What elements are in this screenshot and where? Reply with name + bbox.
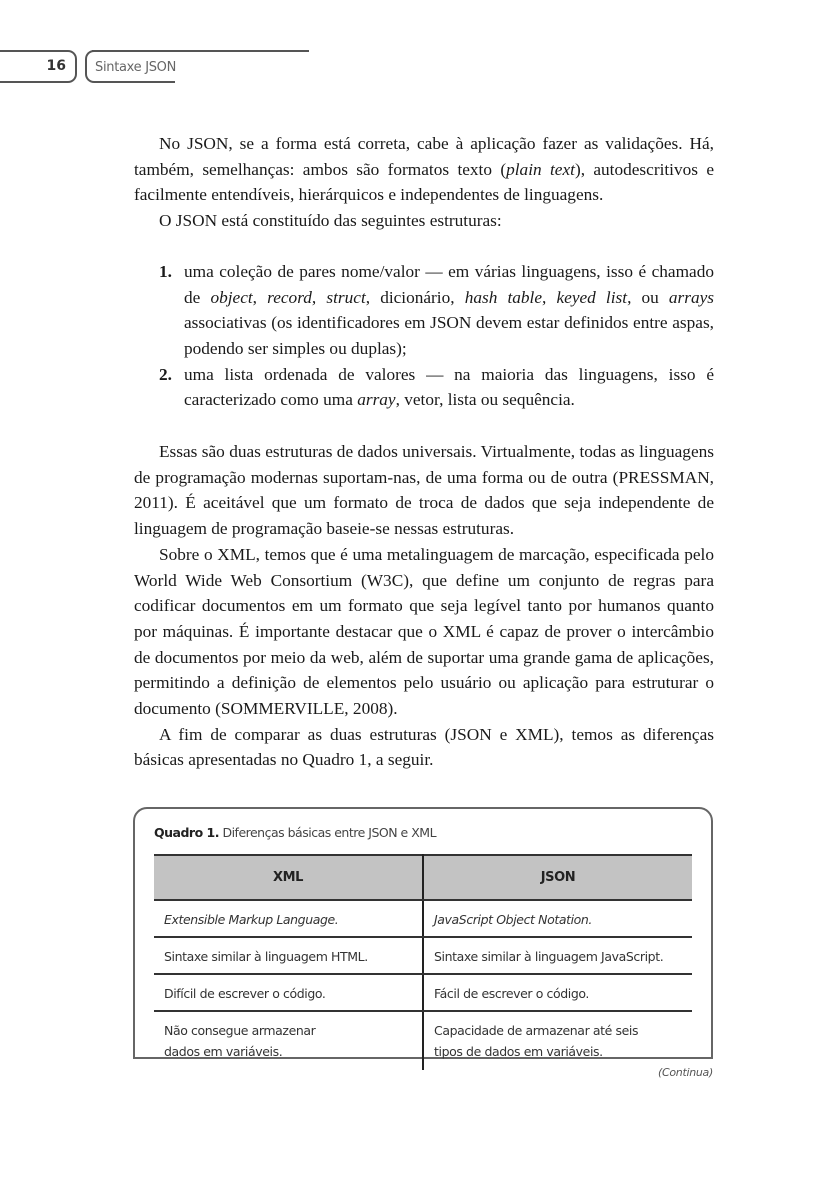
table-row — [154, 1011, 692, 1070]
list-item: 2. uma lista ordenada de valores — na maioria das linguagens, isso é caracterizado como uma array, vetor, lista ou sequência. — [134, 362, 714, 413]
list-item: 1. uma coleção de pares nome/valor — em várias linguagens, isso é chamado de object, record, struct, dicionário, hash table, keyed list, ou arrays associativas (os identificadores em JSON devem estar definidos entre aspas, podendo ser simples ou duplas); — [134, 259, 714, 362]
page-number-tab — [0, 50, 77, 83]
table-header-row — [154, 855, 692, 900]
chapter-title: Sintaxe JSON — [95, 60, 177, 75]
quadro-1-box — [133, 807, 713, 1059]
paragraph-2: O JSON está constituído das seguintes estruturas: — [159, 211, 502, 231]
list-number: 1. — [159, 261, 172, 281]
table-row — [154, 974, 692, 1011]
table-cell: Sintaxe similar à linguagem HTML. — [154, 937, 423, 974]
paragraph-4: Sobre o XML, temos que é uma metalinguagem de marcação, especificada pelo World Wide Web Consortium (W3C), que define um conjunto de regras para codificar documentos em um formato que seja legível tanto por humanos quanto por máquinas. É importante destacar que o XML é capaz de prover o intercâmbio de documentos por meio da web, além de suportar uma grande gama de aplicações, permitindo a definição de elementos pelo usuário ou aplicação para estruturar o documento (SOMMERVILLE, 2008). — [134, 544, 714, 719]
comparison-table — [154, 854, 692, 1070]
emphasis: plain text — [506, 159, 575, 179]
quadro-caption: Quadro 1. Diferenças básicas entre JSON e XML — [154, 825, 437, 840]
list-number: 2. — [159, 364, 172, 384]
table-cell: Não consegue armazenar dados em variáveis. — [154, 1011, 423, 1070]
table-row — [154, 937, 692, 974]
table-cell: JavaScript Object Notation. — [423, 900, 692, 937]
table-cell: Capacidade de armazenar até seis tipos de dados em variáveis. — [434, 1023, 639, 1059]
table-cell: Difícil de escrever o código. — [154, 974, 423, 1011]
table-row — [154, 900, 692, 937]
table-cell: Fácil de escrever o código. — [423, 974, 692, 1011]
paragraph-1: No JSON, se a forma está correta, cabe à aplicação fazer as validações. Há, também, semelhanças: ambos são formatos texto (plain text), autodescritivos e facilmente entendíveis, hierárquicos e independentes de linguagens. — [134, 134, 715, 205]
page-number: 16 — [46, 58, 66, 74]
header-rule — [92, 50, 309, 52]
paragraph-3: Essas são duas estruturas de dados universais. Virtualmente, todas as linguagens de programação modernas suportam-nas, de uma forma ou de outra (PRESSMAN, 2011). É aceitável que um formato de troca de dados que seja independente de linguagem de programação baseie-se nessas estruturas. — [134, 442, 714, 539]
table-cell: Sintaxe similar à linguagem JavaScript. — [423, 937, 692, 974]
structures-list — [134, 259, 714, 413]
body-text — [134, 131, 714, 773]
column-header-json: JSON — [423, 855, 692, 900]
quadro-label: Quadro 1. — [154, 825, 219, 840]
paragraph-5: A fim de comparar as duas estruturas (JSON e XML), temos as diferenças básicas apresentadas no Quadro 1, a seguir. — [134, 724, 714, 770]
column-header-xml: XML — [154, 855, 423, 900]
table-cell: Extensible Markup Language. — [154, 900, 423, 937]
continuation-note: (Continua) — [657, 1066, 713, 1079]
